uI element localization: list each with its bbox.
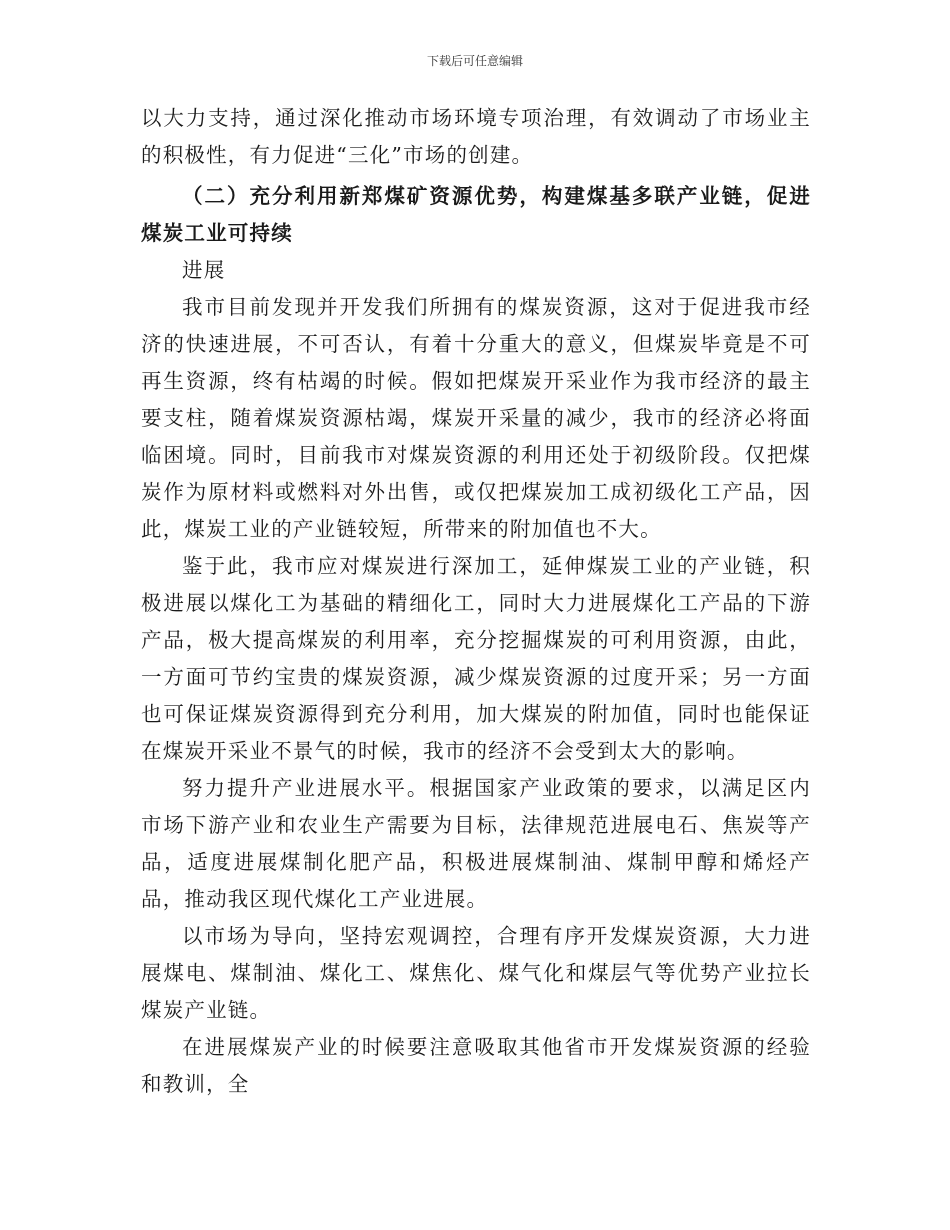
section-heading: （二）充分利用新郑煤矿资源优势，构建煤基多联产业链，促进煤炭工业可持续 [141, 184, 811, 245]
paragraph-deep-processing: 鉴于此，我市应对煤炭进行深加工，延伸煤炭工业的产业链，积极进展以煤化工为基础的精细化工，同时大力进展煤化工产品的下游产品，极大提高煤炭的利用率，充分挖掘煤炭的可利用资源，由此，一方面可节约宝贵的煤炭资源，减少煤炭资源的过度开采；另一方面也可保证煤炭资源得到充分利用，加大煤炭的附加值，同时也能保证在煤炭开采业不景气的时候，我市的经济不会受到太大的影响。 [141, 554, 811, 763]
paragraph-continuation: 以大力支持，通过深化推动市场环境专项治理，有效调动了市场业主的积极性，有力促进“三化”市场的创建。 [141, 106, 811, 167]
document-body [141, 100, 811, 1103]
paragraph-heading-tail: 进展 [182, 258, 226, 282]
paragraph-market-oriented: 以市场为导向，坚持宏观调控，合理有序开发煤炭资源，大力进展煤电、煤制油、煤化工、煤焦化、煤气化和煤层气等优势产业拉长煤炭产业链。 [141, 924, 811, 1022]
paragraph-lessons: 在进展煤炭产业的时候要注意吸取其他省市开发煤炭资源的经验和教训，全 [141, 1035, 811, 1096]
paragraph-industry-level: 努力提升产业进展水平。根据国家产业政策的要求，以满足区内市场下游产业和农业生产需要为目标，法律规范进展电石、焦炭等产品，适度进展煤制化肥产品，积极进展煤制油、煤制甲醇和烯烃产品，推动我区现代煤化工产业进展。 [141, 776, 811, 911]
page-header: 下载后可任意编辑 [426, 54, 523, 68]
paragraph-coal-resources: 我市目前发现并开发我们所拥有的煤炭资源，这对于促进我市经济的快速进展，不可否认，有着十分重大的意义，但煤炭毕竟是不可再生资源，终有枯竭的时候。假如把煤炭开采业作为我市经济的最主要支柱，随着煤炭资源枯竭，煤炭开采量的减少，我市的经济必将面临困境。同时，目前我市对煤炭资源的利用还处于初级阶段。仅把煤炭作为原材料或燃料对外出售，或仅把煤炭加工成初级化工产品，因此，煤炭工业的产业链较短，所带来的附加值也不大。 [141, 295, 811, 541]
